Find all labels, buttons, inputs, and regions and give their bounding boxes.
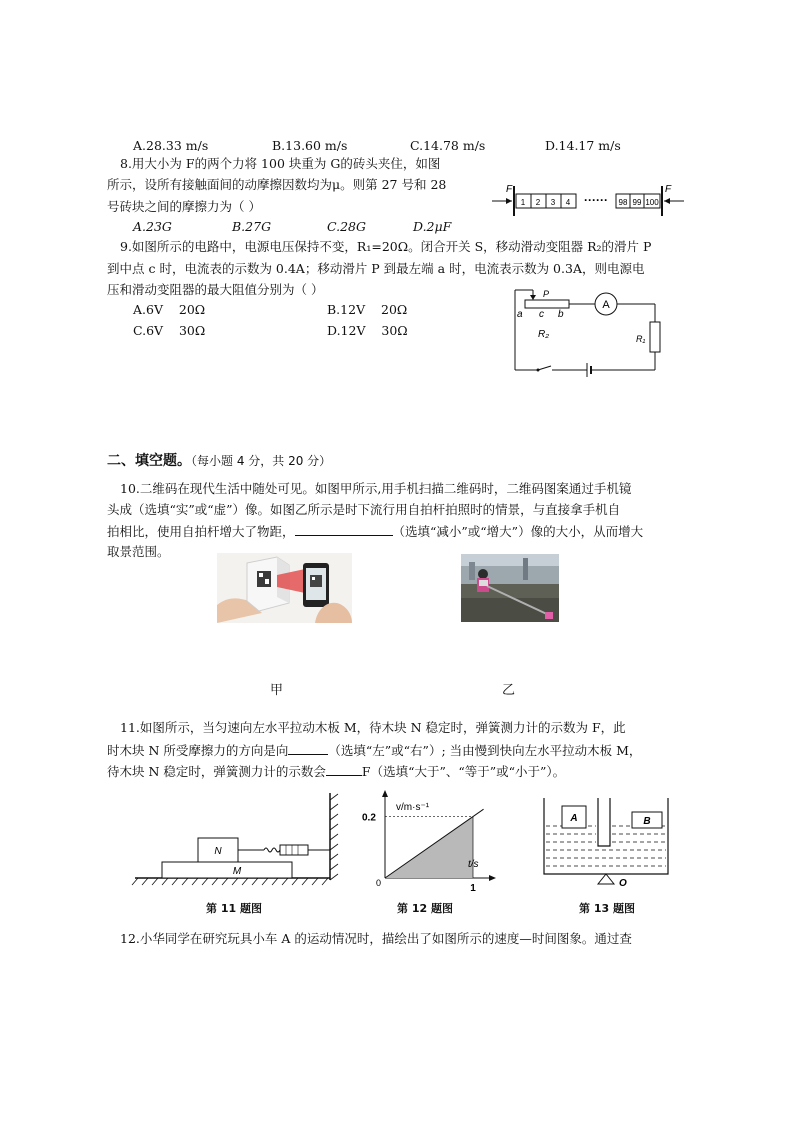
r1-label: R₁ — [636, 334, 646, 344]
q8-option-d: D.2μF — [413, 219, 452, 234]
section-2-title: 二、填空题。 — [107, 453, 191, 469]
fulcrum — [598, 874, 614, 884]
section-2-heading — [107, 450, 331, 470]
q11-figure — [130, 788, 355, 888]
brick-ellipsis: ······ — [584, 193, 608, 207]
q9-text-line1: 9.如图所示的电路中，电源电压保持不变，R₁=20Ω。闭合开关 S，移动滑动变阻器 R₂的滑片 P — [120, 239, 652, 254]
q11-line3-part2: F（选填“大于”、“等于”或“小于”）。 — [361, 764, 566, 779]
q7-option-d: D.14.17 m/s — [545, 138, 621, 153]
q8-force-left-label: F — [506, 184, 513, 195]
q9-option-d: D.12V 30Ω — [327, 323, 408, 338]
q8-option-a: A.23G — [133, 219, 172, 234]
q10-line3-part1: 拍相比，使用自拍杆增大了物距， — [107, 524, 295, 539]
spring-scale — [280, 845, 308, 855]
q12-vt-chart — [360, 786, 500, 894]
q9-option-c: C.6V 30Ω — [133, 323, 206, 338]
q9-option-a: A.6V 20Ω — [133, 302, 206, 317]
figure-label-jia: 甲 — [270, 683, 284, 698]
q8-bricks-figure — [492, 178, 692, 228]
brick-label: 99 — [632, 198, 642, 207]
q8-option-c: C.28G — [327, 219, 366, 234]
x-tick-label: 1 — [470, 883, 476, 894]
board-m-label: M — [232, 866, 242, 877]
ammeter-label: A — [602, 299, 610, 311]
board-m — [162, 862, 292, 878]
q9-option-b: B.12V 20Ω — [327, 302, 408, 317]
block-a-label: A — [570, 813, 578, 824]
block-n-label: N — [214, 846, 222, 857]
brick-label: 4 — [565, 198, 571, 207]
q12-caption: 第 12 题图 — [397, 902, 453, 915]
q11-answer-blank-1[interactable] — [288, 742, 328, 755]
section-2-note: （每小题 4 分，共 20 分） — [191, 454, 332, 468]
q11-text-line1: 11.如图所示，当匀速向左水平拉动木板 M，待木块 N 稳定时，弹簧测力计的示数为 F，此 — [120, 720, 626, 735]
r2-label: R₂ — [538, 329, 550, 340]
brick-label: 1 — [520, 198, 526, 207]
q10-text-line3 — [107, 523, 643, 540]
q13-figure — [540, 796, 672, 891]
q10-text-line4: 取景范围。 — [107, 544, 170, 559]
q8-text-line2: 所示，设所有接触面间的动摩擦因数均为μ。则第 27 号和 28 — [107, 177, 447, 192]
q10-text-line1: 10.二维码在现代生活中随处可见。如图甲所示,用手机扫描二维码时，二维码图案通过手机镜 — [120, 481, 632, 496]
terminal-a-label: a — [517, 309, 523, 320]
qr-scan-photo — [217, 553, 352, 623]
selfie-stick-photo — [461, 554, 559, 622]
q10-text-line2: 头成（选填“实”或“虚”）像。如图乙所示是时下流行用自拍杆拍照时的情景，与直接拿手机自 — [107, 502, 621, 517]
q8-text-line3: 号砖块之间的摩擦力为（ ） — [107, 199, 261, 214]
spring — [264, 848, 280, 852]
q7-option-b: B.13.60 m/s — [272, 138, 348, 153]
block-b-label: B — [643, 816, 651, 827]
q11-caption: 第 11 题图 — [206, 902, 262, 915]
brick-label: 100 — [645, 198, 659, 207]
brick-label: 2 — [535, 198, 541, 207]
q11-text-line2 — [107, 742, 641, 759]
figure-label-yi: 乙 — [502, 683, 516, 698]
q11-answer-blank-2[interactable] — [326, 763, 362, 776]
q9-text-line3: 压和滑动变阻器的最大阻值分别为（ ） — [107, 282, 324, 297]
q11-line2-part2: （选填“左”或“右”）; 当由慢到快向左水平拉动木板 M， — [328, 743, 642, 758]
switch-s — [538, 366, 551, 370]
q8-force-right-label: F — [665, 184, 672, 195]
brick-label: 98 — [618, 198, 628, 207]
q7-option-c: C.14.78 m/s — [410, 138, 486, 153]
q11-line2-part1: 时木块 N 所受摩擦力的方向是向 — [107, 743, 289, 758]
q13-caption: 第 13 题图 — [579, 902, 635, 915]
q7-option-a: A.28.33 m/s — [133, 138, 209, 153]
terminal-b-label: b — [558, 309, 564, 320]
q12-text-line1: 12.小华同学在研究玩具小车 A 的运动情况时，描绘出了如图所示的速度—时间图象。通过查 — [120, 931, 632, 946]
y-axis-label: v/m·s⁻¹ — [396, 802, 430, 813]
rheostat — [525, 300, 569, 308]
q11-text-line3 — [107, 763, 565, 780]
origin-label: 0 — [376, 878, 382, 888]
q10-answer-blank[interactable] — [295, 523, 393, 536]
fulcrum-o-label: O — [619, 878, 627, 889]
y-tick-label: 0.2 — [362, 812, 376, 824]
q10-line3-part2: （选填“减小”或“增大”）像的大小，从而增大 — [392, 524, 644, 539]
q11-line3-part1: 待木块 N 稳定时，弹簧测力计的示数会 — [107, 764, 326, 779]
q9-text-line2: 到中点 c 时，电流表的示数为 0.4A；移动滑片 P 到最左端 a 时，电流表示数为 0.3A，则电源电 — [107, 261, 645, 276]
terminal-c-label: c — [539, 309, 544, 320]
q9-circuit-figure — [505, 282, 675, 382]
q8-text-line1: 8.用大小为 F的两个力将 100 块重为 G的砖头夹住，如图 — [120, 156, 441, 171]
slider-p-label: P — [543, 289, 550, 299]
x-axis-label: t/s — [468, 859, 479, 870]
brick-label: 3 — [550, 198, 556, 207]
q8-option-b: B.27G — [232, 219, 272, 234]
resistor-r1 — [650, 322, 660, 352]
